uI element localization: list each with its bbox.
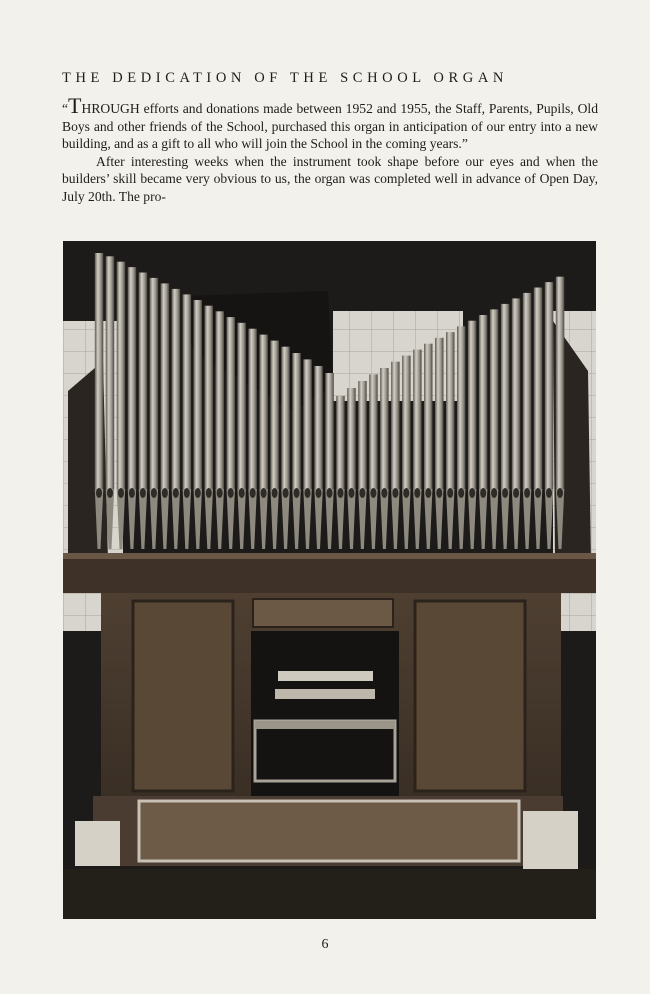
pipe-mouth <box>272 488 278 498</box>
organ-pipe <box>336 396 345 489</box>
organ-pipe <box>161 283 170 489</box>
organ-pipe <box>303 359 312 489</box>
article-body <box>62 93 598 205</box>
panel-right <box>415 601 525 791</box>
pipe-mouth <box>217 488 223 498</box>
organ-pipe <box>556 277 565 489</box>
panel-left <box>133 601 233 791</box>
pipe-mouth <box>535 488 541 498</box>
pipe-mouth <box>118 488 124 498</box>
platform-front <box>139 801 519 861</box>
organ-pipe <box>270 341 279 489</box>
pipe-mouth <box>162 488 168 498</box>
pipe-mouth <box>250 488 256 498</box>
organ-pipe <box>128 267 137 489</box>
drop-cap: T <box>68 93 82 118</box>
pipe-mouth <box>447 488 453 498</box>
pipe-mouth <box>173 488 179 498</box>
organ-pipe <box>402 356 411 489</box>
pipe-mouth <box>96 488 102 498</box>
organ-pipe <box>194 300 203 489</box>
organ-pipe <box>150 278 159 489</box>
console-opening <box>251 631 399 801</box>
pipe-mouth <box>228 488 234 498</box>
organ-pipe <box>172 289 181 489</box>
organ-pipe <box>446 332 455 489</box>
organ-pipe <box>106 256 115 489</box>
organ-pipe <box>117 262 126 489</box>
organ-pipe <box>413 350 422 489</box>
page-number: 6 <box>321 937 329 952</box>
pipe-mouth <box>338 488 344 498</box>
organ-pipe <box>314 366 323 489</box>
organ-pipe <box>183 294 192 489</box>
organ-pipe <box>545 282 554 489</box>
floor <box>63 869 596 919</box>
pipe-mouth <box>436 488 442 498</box>
pipe-mouth <box>206 488 212 498</box>
open-quote: “ <box>62 101 69 116</box>
organ-pipe <box>216 311 225 489</box>
pipe-mouth <box>557 488 563 498</box>
step-right <box>523 811 578 871</box>
organ-pipe <box>490 309 499 489</box>
pipe-mouth <box>513 488 519 498</box>
organ-pipe <box>457 326 466 489</box>
organ-illustration <box>63 241 596 919</box>
pipe-mouth <box>524 488 530 498</box>
paragraph-1-text: HROUGH efforts and donations made between 1952 and 1955, the Staff, Parents, Pupils, Old Boys and other friends of the School, purchased this organ in anticipation of our entry into a new building, and as a gift to all who will join the School in the coming years.” <box>62 101 598 151</box>
step-left <box>75 821 120 866</box>
pipe-mouth <box>381 488 387 498</box>
pipe-mouth <box>349 488 355 498</box>
organ-pipe <box>468 321 477 489</box>
pipe-mouth <box>370 488 376 498</box>
organ-pipe <box>95 253 104 489</box>
organ-pipe <box>139 273 148 490</box>
organ-pipe <box>325 373 334 489</box>
organ-pipe <box>501 304 510 489</box>
pipe-mouth <box>480 488 486 498</box>
organ-pipe <box>259 335 268 489</box>
organ-pipe <box>358 381 367 489</box>
organ-pipe <box>248 329 257 489</box>
organ-pipe <box>227 317 236 489</box>
pipe-mouth <box>151 488 157 498</box>
organ-pipe <box>523 293 532 489</box>
organ-pipe <box>391 362 400 489</box>
pipe-mouth <box>458 488 464 498</box>
pipe-mouth <box>261 488 267 498</box>
pipe-mouth <box>359 488 365 498</box>
pipe-mouth <box>184 488 190 498</box>
manual-upper <box>278 671 373 681</box>
organ-pipe <box>281 347 290 489</box>
organ-pipe <box>369 374 378 489</box>
pipe-mouth <box>239 488 245 498</box>
pipe-mouth <box>283 488 289 498</box>
pipe-mouth <box>327 488 333 498</box>
pipe-mouth <box>195 488 201 498</box>
pipe-mouth <box>129 488 135 498</box>
organ-pipe <box>534 288 543 490</box>
pipe-mouth <box>403 488 409 498</box>
organ-photo <box>63 241 596 919</box>
organ-pipe <box>479 315 488 489</box>
pipe-mouth <box>305 488 311 498</box>
pipe-mouth <box>502 488 508 498</box>
pipe-mouth <box>491 488 497 498</box>
pipe-mouth <box>392 488 398 498</box>
organ-pipe <box>347 388 356 489</box>
paragraph-1 <box>62 93 598 153</box>
organ-pipe <box>512 298 521 489</box>
pipe-mouth <box>425 488 431 498</box>
manual-lower <box>275 689 375 699</box>
pipe-mouth <box>414 488 420 498</box>
pipe-mouth <box>469 488 475 498</box>
pipe-mouth <box>546 488 552 498</box>
organ-pipe <box>380 368 389 489</box>
pipe-mouth <box>294 488 300 498</box>
page-title: THE DEDICATION OF THE SCHOOL ORGAN <box>62 70 508 86</box>
pipe-mouth <box>140 488 146 498</box>
organ-pipe <box>424 344 433 489</box>
organ-pipe <box>205 306 214 489</box>
organ-pipe <box>292 353 301 489</box>
organ-pipe <box>237 323 246 489</box>
pipe-mouth <box>107 488 113 498</box>
paragraph-2: After interesting weeks when the instrument took shape before our eyes and when the builders’ skill became very obvious to us, the organ was completed well in advance of Open Day, July 20th. The pro- <box>62 153 598 204</box>
pipe-mouth <box>316 488 322 498</box>
console-hood <box>253 599 393 627</box>
organ-pipe <box>435 338 444 489</box>
